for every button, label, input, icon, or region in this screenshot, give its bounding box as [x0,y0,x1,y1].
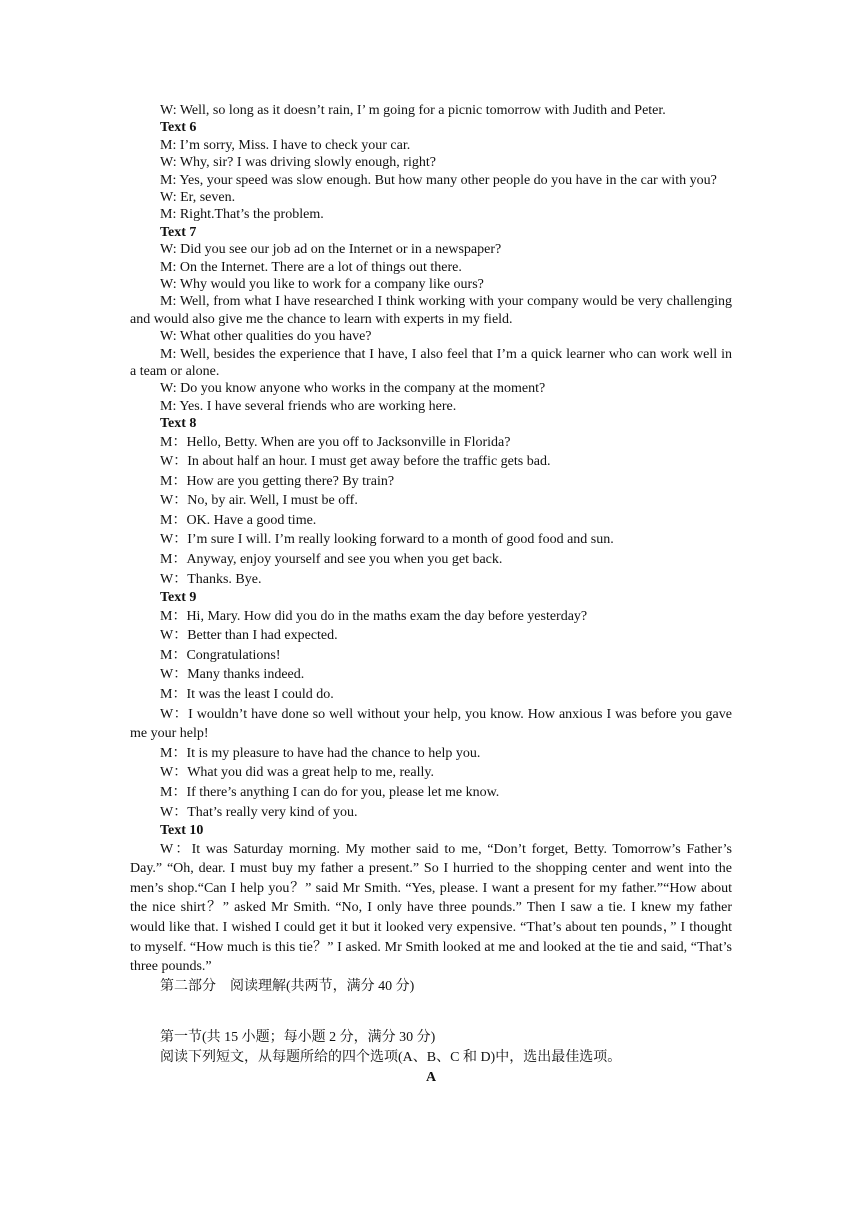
dialogue-line: M: Yes, your speed was slow enough. But how many other people do you have in the car with you? [160,172,717,188]
dialogue-line: M：If there’s anything I can do for you, please let me know. [160,784,500,800]
dialogue-line: W：In about half an hour. I must get away before the traffic gets bad. [160,454,551,470]
text7-heading: Text 7 [160,224,197,240]
dialogue-line: W：Better than I had expected. [160,628,338,644]
dialogue-line: W：Thanks. Bye. [160,571,262,587]
text9-heading: Text 9 [160,590,197,606]
dialogue-line: M: Well, from what I have researched I think working with your company would be very challenging and would also give me the chance to learn with experts in my field. [130,294,732,327]
document-page [130,102,732,1088]
dialogue-line: M：How are you getting there? By train? [160,473,395,489]
dialogue-line: W：What you did was a great help to me, really. [160,765,434,781]
passage-label: A [425,1069,437,1085]
dialogue-line: M：It is my pleasure to have had the chance to help you. [160,745,481,761]
dialogue-line: W：That’s really very kind of you. [160,804,358,820]
dialogue-line: W：No, by air. Well, I must be off. [160,493,358,509]
section1-heading: 第一节(共 15 小题；每小题 2 分，满分 30 分) [160,1030,436,1046]
dialogue-line: M: Yes. I have several friends who are working here. [160,398,457,414]
dialogue-line: M：Hello, Betty. When are you off to Jacksonville in Florida? [160,434,511,450]
dialogue-line: W: Do you know anyone who works in the company at the moment? [160,381,546,397]
monologue-paragraph: W：It was Saturday morning. My mother said to me, “Don’t forget, Betty. Tomorrow’s Father’s Day.” “Oh, dear. I must buy my father a present.” So I hurried to the shopping center and went into the men’s shop.“Can I help you？” said Mr Smith. “Yes, please. I want a present for my father.”“How about the nice shirt？” asked Mr Smith. “No, I only have three pounds.” Then I saw a tie. I knew my father would like that. I wished I could get it but it looked very expensive. “That’s about ten pounds，” I thought to myself. “How much is this tie？” I asked. Mr Smith looked at me and looked at the tie and said, “That’s three pounds.” [130,841,732,975]
text8-heading: Text 8 [160,416,197,432]
dialogue-line: W: Er, seven. [160,189,236,205]
reading-instructions: 阅读下列短文，从每题所给的四个选项(A、B、C 和 D)中，选出最佳选项。 [160,1049,622,1065]
dialogue-line: M: Right.That’s the problem. [160,207,324,223]
dialogue-line: M：Congratulations! [160,647,281,663]
dialogue-line: M：Hi, Mary. How did you do in the maths exam the day before yesterday? [160,608,588,624]
dialogue-line: M: On the Internet. There are a lot of things out there. [160,259,462,275]
dialogue-line: M：OK. Have a good time. [160,512,317,528]
dialogue-line: M：Anyway, enjoy yourself and see you when you get back. [160,552,503,568]
text5-last-line: W: Well, so long as it doesn’t rain, I’ m going for a picnic tomorrow with Judith and Peter. [160,103,666,118]
dialogue-line: W：I wouldn’t have done so well without your help, you know. How anxious I was before you gave me your help! [130,706,732,742]
dialogue-line: M: I’m sorry, Miss. I have to check your car. [160,137,411,153]
dialogue-line: W: What other qualities do you have? [160,329,372,345]
text10-heading: Text 10 [160,823,204,839]
text6-heading: Text 6 [160,120,197,136]
spacer [130,996,732,1028]
dialogue-line: W: Why, sir? I was driving slowly enough, right? [160,155,436,171]
dialogue-line: W：I’m sure I will. I’m really looking forward to a month of good food and sun. [160,532,614,548]
dialogue-line: W：Many thanks indeed. [160,667,305,683]
dialogue-line: W: Did you see our job ad on the Internet or in a newspaper? [160,242,502,258]
dialogue-line: W: Why would you like to work for a company like ours? [160,276,484,292]
dialogue-line: M：It was the least I could do. [160,687,334,703]
dialogue-line: M: Well, besides the experience that I have, I also feel that I’m a quick learner who can work well in a team or alone. [130,346,732,379]
part2-heading: 第二部分 阅读理解(共两节，满分 40 分) [160,978,415,994]
